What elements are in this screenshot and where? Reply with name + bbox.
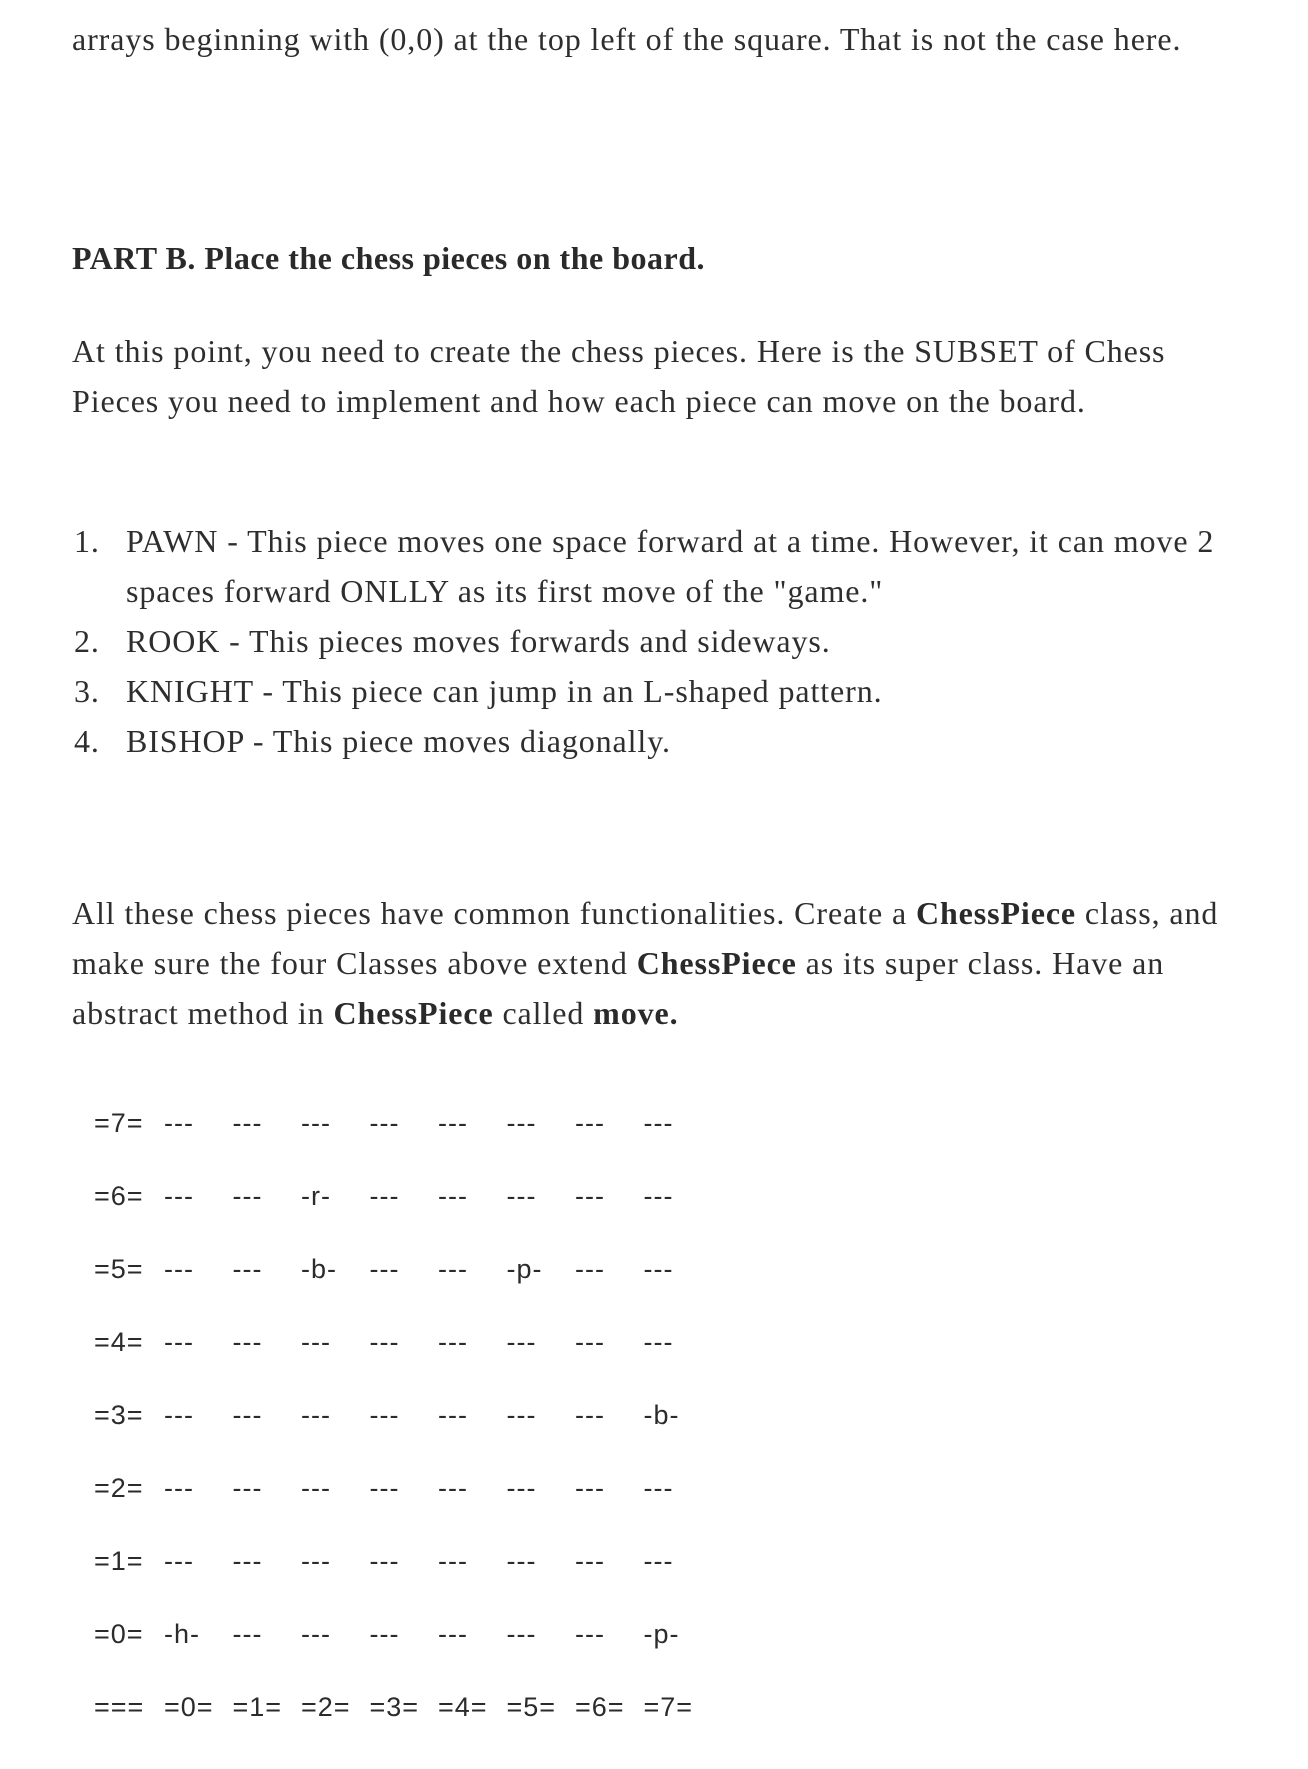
board-square: --- (232, 1108, 263, 1138)
column-label: =2= (301, 1692, 351, 1722)
board-square: --- (575, 1619, 605, 1649)
board-square: --- (301, 1327, 331, 1357)
row-label: =2= (94, 1473, 144, 1503)
board-square: --- (506, 1181, 537, 1211)
board-square: --- (506, 1108, 537, 1138)
row-label: =3= (94, 1400, 144, 1430)
list-item (72, 616, 1252, 666)
list-item-number: 1. (74, 523, 100, 559)
pieces-intro-paragraph: At this point, you need to create the chess pieces. Here is the SUBSET of Chess Pieces you need to implement and how each piece can move on the board. (72, 333, 1166, 419)
row-label: =6= (94, 1181, 144, 1211)
list-item-text: ROOK - This pieces moves forwards and sideways. (126, 623, 831, 659)
para-text: All these chess pieces have common functionalities. Create a (72, 895, 916, 931)
board-square: --- (438, 1619, 468, 1649)
column-label: =0= (164, 1692, 214, 1722)
board-square: --- (164, 1181, 194, 1211)
row-label: =1= (94, 1546, 144, 1576)
list-item-number: 2. (74, 623, 100, 659)
list-item (72, 716, 1252, 766)
board-square: --- (164, 1546, 194, 1576)
row-label: =5= (94, 1254, 144, 1284)
pieces-list (72, 516, 1252, 766)
board-square: --- (575, 1400, 605, 1430)
board-square: --- (301, 1473, 331, 1503)
board-square: --- (575, 1473, 605, 1503)
board-square: --- (643, 1108, 674, 1138)
board-square: --- (643, 1473, 674, 1503)
list-item-number: 4. (74, 723, 100, 759)
board-square: --- (643, 1546, 674, 1576)
board-square: --- (369, 1400, 400, 1430)
chesspiece-paragraph (72, 888, 1252, 1038)
board-piece: -b- (643, 1400, 680, 1430)
board-square: --- (575, 1546, 605, 1576)
board-square: --- (369, 1327, 400, 1357)
board-square: --- (506, 1473, 537, 1503)
para-text: called (493, 995, 594, 1031)
board-square: --- (643, 1327, 674, 1357)
column-label: =3= (369, 1692, 420, 1722)
column-label: =1= (232, 1692, 283, 1722)
board-square: --- (369, 1619, 400, 1649)
board-square: --- (506, 1546, 537, 1576)
column-label: =4= (438, 1692, 488, 1722)
board-square: --- (232, 1619, 263, 1649)
board-square: --- (369, 1254, 400, 1284)
board-square: --- (575, 1108, 605, 1138)
board-square: --- (164, 1108, 194, 1138)
list-item-text: PAWN - This piece moves one space forward at a time. However, it can move 2 spaces forward ONLLY as its first move of the "game." (126, 523, 1215, 609)
list-item-text: BISHOP - This piece moves diagonally. (126, 723, 671, 759)
board-square: --- (438, 1254, 468, 1284)
board-square: --- (643, 1254, 674, 1284)
board-square: --- (438, 1473, 468, 1503)
board-square: --- (164, 1254, 194, 1284)
board-square: --- (643, 1181, 674, 1211)
row-label: =4= (94, 1327, 144, 1357)
board-square: --- (506, 1400, 537, 1430)
board-square: --- (232, 1181, 263, 1211)
board-square: --- (301, 1108, 331, 1138)
para-text: class, and make sure the four Classes above extend (72, 895, 1219, 981)
board-square: --- (575, 1254, 605, 1284)
list-item (72, 516, 1252, 616)
board-square: --- (232, 1254, 263, 1284)
board-square: --- (164, 1473, 194, 1503)
board-square: --- (301, 1619, 331, 1649)
board-square: --- (438, 1400, 468, 1430)
section-heading: PART B. Place the chess pieces on the board. (72, 240, 705, 276)
board-square: --- (438, 1108, 468, 1138)
board-square: --- (232, 1327, 263, 1357)
class-name-chesspiece: ChessPiece (333, 995, 494, 1031)
row-label: =0= (94, 1619, 144, 1649)
board-square: --- (301, 1546, 331, 1576)
board-square: --- (164, 1400, 194, 1430)
column-label: =5= (506, 1692, 557, 1722)
board-square: --- (301, 1400, 331, 1430)
board-square: --- (575, 1327, 605, 1357)
board-square: --- (232, 1400, 263, 1430)
column-label: =6= (575, 1692, 625, 1722)
column-label: === (94, 1692, 145, 1722)
board-square: --- (369, 1473, 400, 1503)
method-name-move: move. (593, 995, 679, 1031)
board-piece: -p- (643, 1619, 680, 1649)
board-piece: -b- (301, 1254, 337, 1284)
intro-text: arrays beginning with (0,0) at the top left of the square. That is not the case here. (72, 21, 1182, 57)
para-text: as its super class. Have an abstract method in (72, 945, 1165, 1031)
board-square: --- (438, 1181, 468, 1211)
list-item (72, 666, 1252, 716)
board-square: --- (369, 1546, 400, 1576)
list-item-text: KNIGHT - This piece can jump in an L-shaped pattern. (126, 673, 883, 709)
column-label: =7= (643, 1692, 694, 1722)
class-name-chesspiece: ChessPiece (915, 895, 1077, 931)
board-square: --- (506, 1327, 537, 1357)
board-square: --- (232, 1546, 263, 1576)
board-square: --- (438, 1327, 468, 1357)
class-name-chesspiece: ChessPiece (636, 945, 797, 981)
board-square: --- (164, 1327, 194, 1357)
board-piece: -r- (301, 1181, 331, 1211)
board-square: --- (575, 1181, 605, 1211)
list-item-number: 3. (74, 673, 100, 709)
board-piece: -h- (164, 1619, 200, 1649)
board-piece: -p- (506, 1254, 543, 1284)
board-square: --- (438, 1546, 468, 1576)
board-square: --- (232, 1473, 263, 1503)
board-square: --- (369, 1108, 400, 1138)
board-square: --- (506, 1619, 537, 1649)
row-label: =7= (94, 1108, 144, 1138)
board-square: --- (369, 1181, 400, 1211)
